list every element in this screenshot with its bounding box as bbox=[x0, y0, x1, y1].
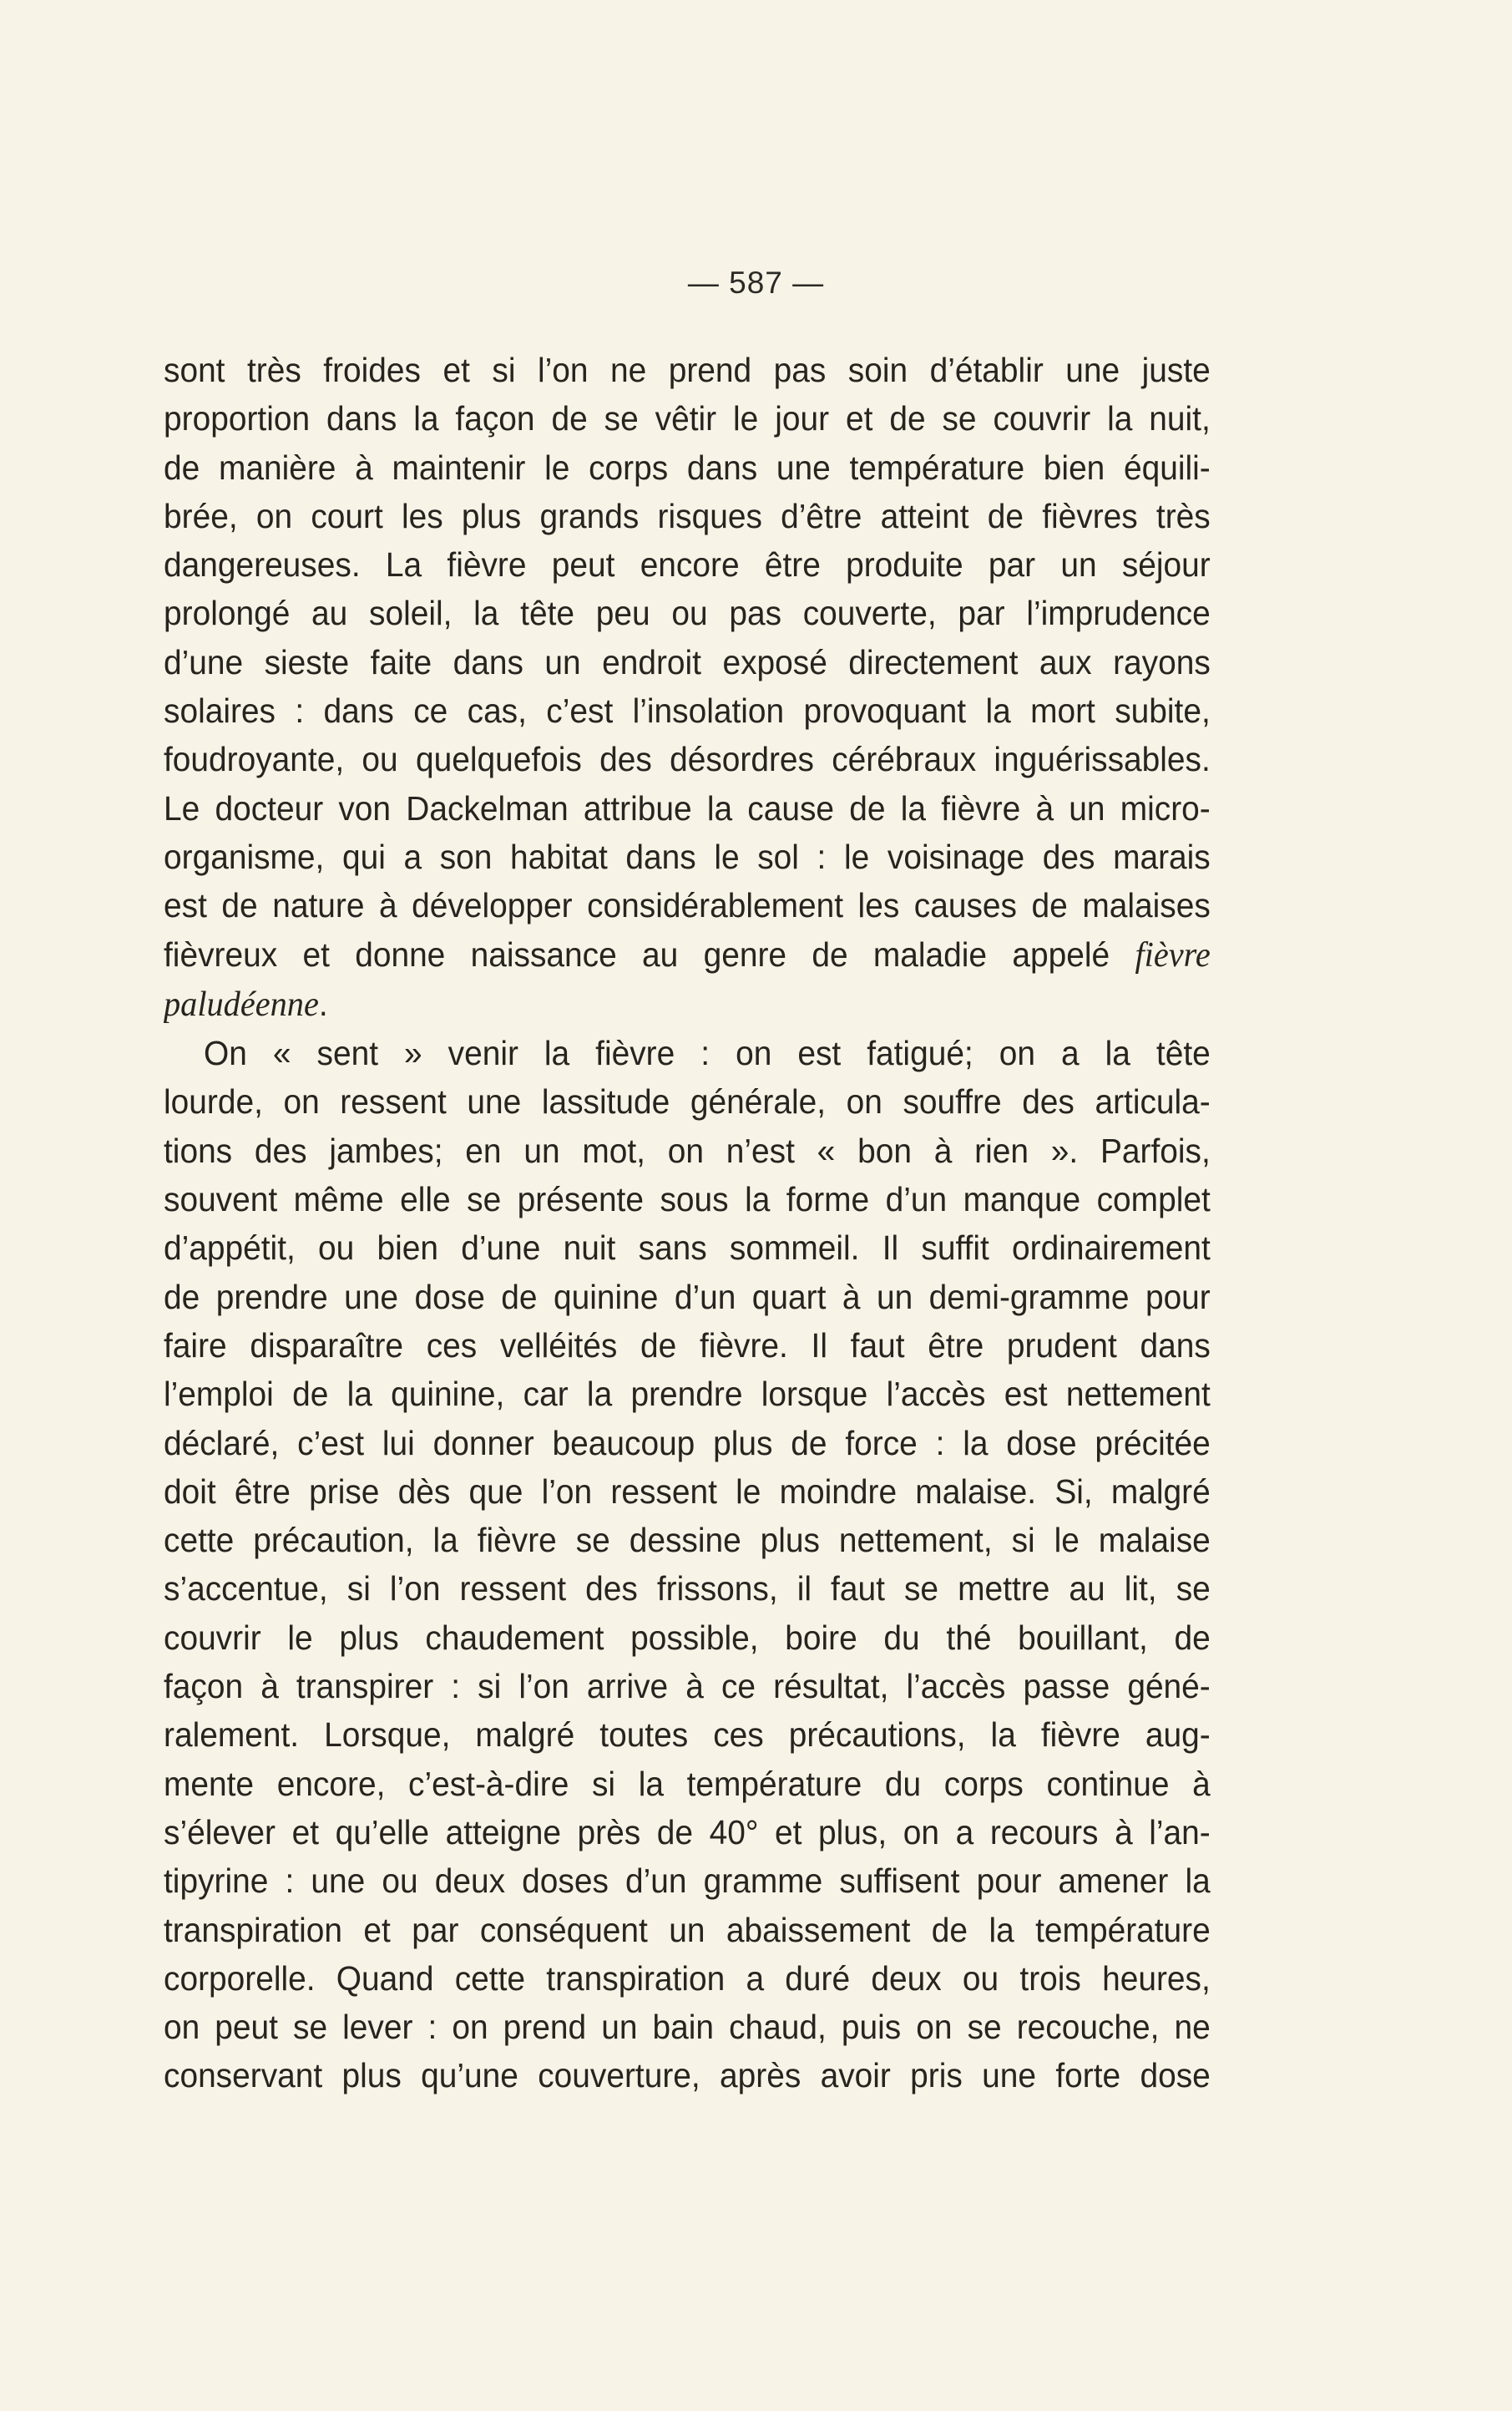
text-line-italic bbox=[164, 980, 1211, 1029]
text-line: s’accentue, si l’on ressent des frissons, il faut se mettre au lit, se bbox=[164, 1569, 1211, 1608]
text-line: prolongé au soleil, la tête peu ou pas couverte, par l’imprudence bbox=[164, 594, 1211, 633]
text-line: proportion dans la façon de se vêtir le jour et de se couvrir la nuit, bbox=[164, 399, 1211, 438]
text-line: dangereuses. La fièvre peut encore être produite par un séjour bbox=[164, 545, 1211, 585]
text-line: l’emploi de la quinine, car la prendre lorsque l’accès est nettement bbox=[164, 1375, 1211, 1414]
text-line: cette précaution, la fièvre se dessine plus nettement, si le malaise bbox=[164, 1521, 1211, 1560]
italic-term-paludeenne: paludéenne bbox=[164, 985, 319, 1024]
italic-term-fievre: fièvre bbox=[1135, 935, 1211, 975]
text-line: doit être prise dès que l’on ressent le moindre malaise. Si, malgré bbox=[164, 1471, 1211, 1511]
line-tail: . bbox=[318, 984, 328, 1023]
text-line: de manière à maintenir le corps dans une température bien équili- bbox=[164, 448, 1211, 487]
text-line: faire disparaître ces velléités de fièvre. Il faut être prudent dans bbox=[164, 1325, 1211, 1365]
text-line: tions des jambes; en un mot, on n’est « bon à rien ». Parfois, bbox=[164, 1131, 1211, 1170]
text-line: est de nature à développer considérablement les causes de malaises bbox=[164, 886, 1211, 925]
text-line: corporelle. Quand cette transpiration a duré deux ou trois heures, bbox=[164, 1958, 1211, 1998]
text-line: façon à transpirer : si l’on arrive à ce résultat, l’accès passe géné- bbox=[164, 1667, 1211, 1706]
text-line: foudroyante, ou quelquefois des désordres cérébraux inguérissables. bbox=[164, 740, 1211, 779]
text-line: organisme, qui a son habitat dans le sol : le voisinage des marais bbox=[164, 837, 1211, 876]
text-line: mente encore, c’est-à-dire si la température du corps continue à bbox=[164, 1764, 1211, 1803]
text-line: solaires : dans ce cas, c’est l’insolation provoquant la mort subite, bbox=[164, 691, 1211, 731]
text-line: ralement. Lorsque, malgré toutes ces précautions, la fièvre aug- bbox=[164, 1715, 1211, 1755]
text-line: conservant plus qu’une couverture, après avoir pris une forte dose bbox=[164, 2056, 1211, 2095]
text-line-indented: On « sent » venir la fièvre : on est fatigué; on a la tête bbox=[204, 1034, 1211, 1073]
text-line: sont très froides et si l’on ne prend pas soin d’établir une juste bbox=[164, 351, 1211, 389]
body-text bbox=[164, 346, 1211, 2100]
text-line: déclaré, c’est lui donner beaucoup plus de force : la dose précitée bbox=[164, 1423, 1211, 1462]
text-line-main: fièvreux et donne naissance au genre de maladie appelé bbox=[164, 935, 1110, 974]
text-line: on peut se lever : on prend un bain chaud, puis on se recouche, ne bbox=[164, 2008, 1211, 2047]
text-line: de prendre une dose de quinine d’un quart à un demi-gramme pour bbox=[164, 1277, 1211, 1316]
text-line: brée, on court les plus grands risques d’être atteint de fièvres très bbox=[164, 496, 1211, 535]
text-line: lourde, on ressent une lassitude générale, on souffre des articula- bbox=[164, 1082, 1211, 1122]
text-line: tipyrine : une ou deux doses d’un gramme suffisent pour amener la bbox=[164, 1861, 1211, 1901]
text-line: d’appétit, ou bien d’une nuit sans sommeil. Il suffit ordinairement bbox=[164, 1228, 1211, 1268]
text-line: souvent même elle se présente sous la forme d’un manque complet bbox=[164, 1180, 1211, 1219]
paragraph-2 bbox=[164, 1029, 1211, 2100]
page-number: — 587 — bbox=[687, 266, 825, 300]
text-line: couvrir le plus chaudement possible, boire du thé bouillant, de bbox=[164, 1618, 1211, 1657]
text-line: d’une sieste faite dans un endroit exposé directement aux rayons bbox=[164, 642, 1211, 681]
text-line: Le docteur von Dackelman attribue la cause de la fièvre à un micro- bbox=[164, 788, 1211, 828]
text-line: s’élever et qu’elle atteigne près de 40° et plus, on a recours à l’an- bbox=[164, 1812, 1211, 1851]
text-line: transpiration et par conséquent un abaissement de la température bbox=[164, 1910, 1211, 1949]
paragraph-1 bbox=[164, 346, 1211, 1029]
text-line-with-italic bbox=[164, 930, 1211, 980]
